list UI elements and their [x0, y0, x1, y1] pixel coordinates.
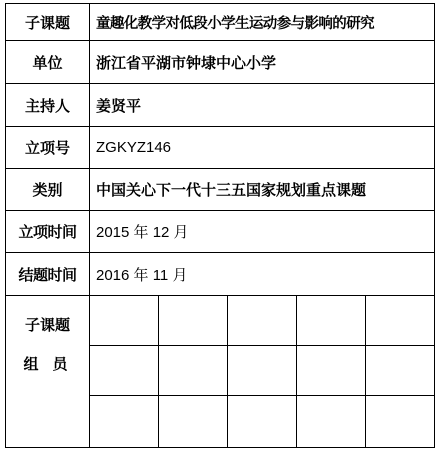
member-cell: [90, 296, 159, 346]
member-cell: [159, 296, 228, 346]
member-cell: [366, 396, 435, 448]
member-cell: [366, 296, 435, 346]
member-cell: [90, 396, 159, 448]
member-cell: [228, 296, 297, 346]
member-cell: [159, 396, 228, 448]
label-approval-time: 立项时间: [6, 211, 90, 253]
value-approval-time: 2015 年 12 月: [90, 211, 435, 253]
member-cell: [366, 346, 435, 396]
member-cell: [90, 346, 159, 396]
row-host: [6, 84, 435, 127]
label-host: 主持人: [6, 84, 90, 127]
label-subtopic: 子课题: [6, 4, 90, 41]
row-subtopic: [6, 4, 435, 41]
label-unit: 单位: [6, 41, 90, 84]
label-members: [6, 296, 90, 448]
row-approval-time: [6, 211, 435, 253]
label-members-line1: 子课题: [24, 316, 70, 334]
row-completion-time: [6, 253, 435, 296]
value-category: 中国关心下一代十三五国家规划重点课题: [90, 169, 435, 211]
row-members-1: [6, 296, 435, 346]
value-unit: 浙江省平湖市钟埭中心小学: [90, 41, 435, 84]
member-cell: [297, 296, 366, 346]
label-category: 类别: [6, 169, 90, 211]
member-cell: [297, 396, 366, 448]
row-unit: [6, 41, 435, 84]
value-project-number: ZGKYZ146: [90, 127, 435, 169]
value-completion-time: 2016 年 11 月: [90, 253, 435, 296]
member-cell: [297, 346, 366, 396]
member-cell: [228, 346, 297, 396]
row-project-number: [6, 127, 435, 169]
value-subtopic: 童趣化教学对低段小学生运动参与影响的研究: [90, 4, 435, 41]
value-host: 姜贤平: [90, 84, 435, 127]
label-project-number: 立项号: [6, 127, 90, 169]
project-info-table: [5, 3, 435, 448]
label-completion-time: 结题时间: [6, 253, 90, 296]
member-cell: [159, 346, 228, 396]
label-members-line2: 组员: [23, 355, 82, 373]
member-cell: [228, 396, 297, 448]
row-category: [6, 169, 435, 211]
